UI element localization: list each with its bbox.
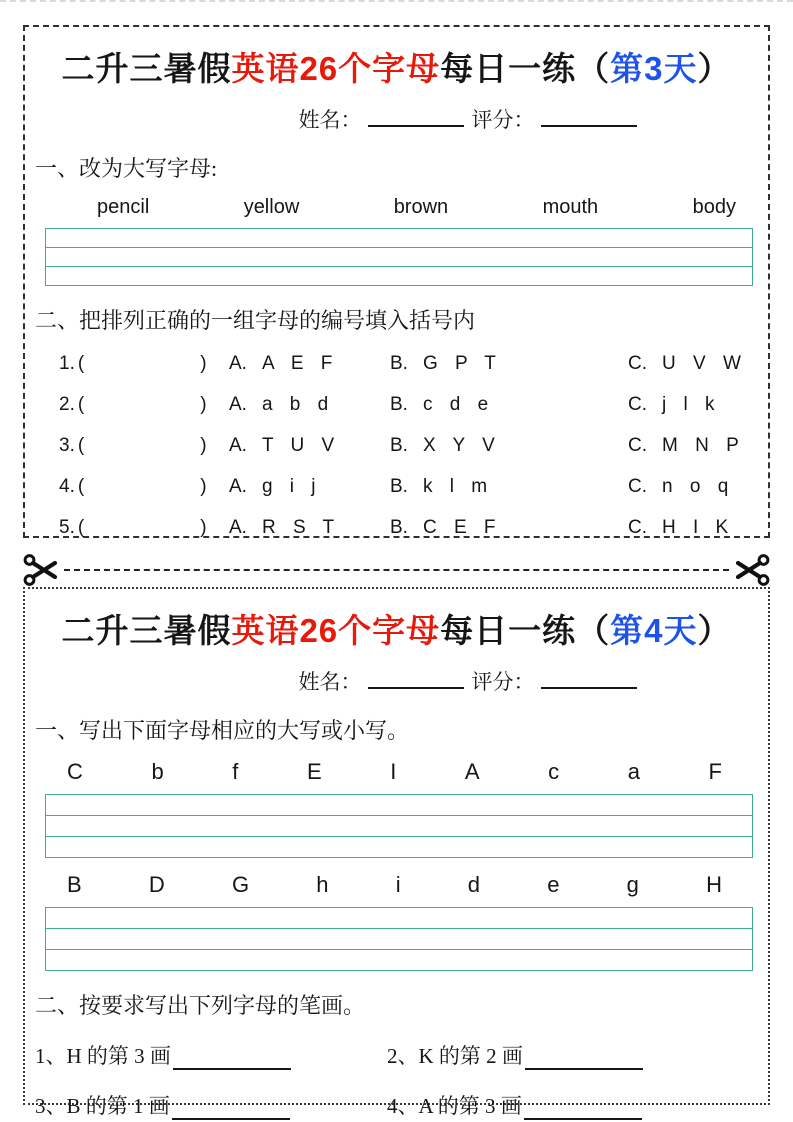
four-line-writing-grid	[45, 794, 753, 858]
question-number-parens	[59, 435, 229, 457]
option-a	[229, 517, 390, 539]
option-letters: A E F	[261, 352, 339, 374]
choice-row	[25, 425, 768, 466]
writing-line-space	[46, 950, 752, 970]
option-b	[390, 476, 628, 498]
writing-line-space	[46, 247, 752, 267]
question-number-parens	[59, 353, 229, 375]
title-paren-close: ）	[697, 612, 732, 649]
stroke-question-text: 2、K 的第 2 画	[387, 1044, 523, 1068]
title-text: 二升三暑假	[61, 50, 232, 87]
title-highlight-red: 英语26个字母	[231, 50, 441, 87]
question2-heading: 二、把排列正确的一组字母的编号填入括号内	[35, 308, 476, 333]
paren-close: )	[200, 475, 207, 497]
multiple-choice-list	[25, 343, 768, 548]
option-a	[229, 435, 390, 457]
option-label: B.	[390, 434, 408, 456]
four-line-writing-grid	[45, 228, 753, 286]
choice-row	[25, 466, 768, 507]
name-label: 姓名：	[298, 670, 362, 694]
answer-blank-line	[525, 1052, 643, 1070]
worksheet-section-day4	[23, 587, 770, 1118]
option-label: C.	[628, 352, 647, 374]
writing-line-space	[46, 267, 752, 285]
option-letters: C E F	[422, 516, 502, 538]
name-blank-line	[368, 108, 464, 127]
name-label: 姓名：	[298, 108, 362, 132]
word-item: pencil	[97, 196, 150, 218]
option-letters: H I K	[662, 516, 735, 538]
writing-line-space	[46, 795, 752, 815]
choice-row	[25, 343, 768, 384]
writing-line-space	[46, 837, 752, 857]
four-line-writing-grid	[45, 907, 753, 971]
answer-blank-line	[524, 1102, 642, 1120]
question1-heading: 一、写出下面字母相应的大写或小写。	[35, 718, 410, 743]
letter-item: b	[151, 759, 164, 784]
question-number: 1.	[59, 352, 75, 374]
option-label: C.	[628, 434, 647, 456]
word-item: yellow	[243, 196, 300, 218]
title-text: 每日一练	[440, 50, 577, 87]
cut-dashed-line	[64, 569, 729, 571]
title-text: 二升三暑假	[61, 612, 232, 649]
option-label: B.	[390, 516, 408, 538]
option-letters: c d e	[422, 393, 495, 415]
letter-item: F	[708, 759, 722, 784]
question-number-parens	[59, 394, 229, 416]
paren-open: (	[77, 475, 85, 497]
scissors-icon-left	[22, 550, 62, 590]
option-c	[628, 353, 768, 375]
option-label: A.	[229, 516, 247, 538]
score-blank-line	[541, 108, 637, 127]
letter-item: e	[547, 872, 560, 897]
letter-item: A	[464, 759, 480, 784]
question-number: 5.	[59, 516, 75, 538]
option-b	[390, 394, 628, 416]
option-b	[390, 353, 628, 375]
option-letters: G P T	[422, 352, 502, 374]
question-number-parens	[59, 476, 229, 498]
letter-item: E	[306, 759, 322, 784]
option-a	[229, 353, 390, 375]
option-label: A.	[229, 393, 247, 415]
score-blank-line	[541, 670, 637, 689]
option-b	[390, 435, 628, 457]
letter-item: f	[232, 759, 239, 784]
section-title-day3	[31, 43, 762, 90]
paren-open: (	[77, 393, 85, 415]
word-item: body	[692, 196, 736, 218]
answer-blank-line	[172, 1102, 290, 1120]
letter-item: H	[706, 872, 722, 897]
option-label: B.	[390, 352, 408, 374]
title-day-blue: 第4天	[610, 612, 698, 649]
letter-item: D	[148, 872, 165, 897]
option-c	[628, 476, 768, 498]
word-list-row	[97, 196, 736, 219]
paren-open: (	[77, 434, 85, 456]
option-a	[229, 476, 390, 498]
name-score-row	[175, 666, 768, 696]
letter-item: g	[626, 872, 639, 897]
stroke-question	[387, 1040, 643, 1070]
word-item: brown	[393, 196, 449, 218]
option-label: A.	[229, 475, 247, 497]
title-paren-open: （	[576, 50, 611, 87]
option-label: A.	[229, 352, 247, 374]
question-number: 3.	[59, 434, 75, 456]
score-label: 评分：	[471, 108, 535, 132]
option-letters: n o q	[662, 475, 735, 497]
name-blank-line	[368, 670, 464, 689]
stroke-question-text: 1、H 的第 3 画	[35, 1044, 171, 1068]
stroke-question	[35, 1040, 387, 1070]
paren-close: )	[200, 434, 207, 456]
question1-heading: 一、改为大写字母:	[35, 156, 218, 181]
stroke-question	[35, 1090, 387, 1120]
option-letters: R S T	[261, 516, 341, 538]
letter-list-row	[67, 872, 722, 898]
letter-item: c	[548, 759, 560, 784]
paren-open: (	[77, 352, 85, 374]
question2-heading: 二、按要求写出下列字母的笔画。	[35, 993, 366, 1018]
option-label: B.	[390, 475, 408, 497]
letter-item: G	[231, 872, 250, 897]
title-text: 每日一练	[440, 612, 577, 649]
letter-item: d	[467, 872, 481, 897]
option-c	[628, 517, 768, 539]
option-c	[628, 435, 768, 457]
writing-line-space	[46, 928, 752, 950]
question-number-parens	[59, 517, 229, 539]
letter-item: a	[627, 759, 640, 784]
option-label: B.	[390, 393, 408, 415]
scissors-icon-right	[731, 550, 771, 590]
choice-row	[25, 507, 768, 548]
title-paren-open: （	[576, 612, 611, 649]
letter-list-row	[67, 759, 722, 785]
writing-line-space	[46, 229, 752, 247]
option-label: C.	[628, 393, 647, 415]
paren-open: (	[77, 516, 85, 538]
letter-item: B	[67, 872, 82, 897]
stroke-question-row	[35, 1090, 768, 1120]
letter-item: I	[390, 759, 397, 784]
word-item: mouth	[542, 196, 599, 218]
choice-row	[25, 384, 768, 425]
option-letters: X Y V	[422, 434, 501, 456]
answer-blank-line	[173, 1052, 291, 1070]
score-label: 评分：	[471, 670, 535, 694]
option-c	[628, 394, 768, 416]
option-letters: T U V	[261, 434, 341, 456]
letter-item: h	[316, 872, 329, 897]
paren-close: )	[200, 516, 207, 538]
option-label: A.	[229, 434, 247, 456]
option-letters: j l k	[662, 393, 721, 415]
title-paren-close: ）	[697, 50, 732, 87]
writing-line-space	[46, 815, 752, 837]
stroke-question-text: 3、B 的第 1 画	[35, 1094, 170, 1118]
stroke-question-text: 4、A 的第 3 画	[387, 1094, 522, 1118]
paren-close: )	[200, 393, 207, 415]
name-score-row	[175, 104, 768, 134]
option-label: C.	[628, 516, 647, 538]
letter-item: C	[67, 759, 83, 784]
title-highlight-red: 英语26个字母	[231, 612, 441, 649]
paren-close: )	[200, 352, 207, 374]
option-letters: k l m	[422, 475, 494, 497]
question-number: 4.	[59, 475, 75, 497]
option-b	[390, 517, 628, 539]
section-title-day4	[31, 605, 762, 652]
option-a	[229, 394, 390, 416]
worksheet-section-day3	[23, 25, 770, 538]
cut-line	[0, 549, 793, 591]
letter-item: i	[395, 872, 401, 897]
question-number: 2.	[59, 393, 75, 415]
option-letters: g i j	[261, 475, 322, 497]
option-letters: U V W	[662, 352, 747, 374]
option-label: C.	[628, 475, 647, 497]
stroke-question	[387, 1090, 642, 1120]
stroke-question-row	[35, 1040, 768, 1070]
title-day-blue: 第3天	[610, 50, 698, 87]
option-letters: M N P	[662, 434, 745, 456]
page-top-cut-line	[0, 0, 793, 2]
option-letters: a b d	[261, 393, 335, 415]
writing-line-space	[46, 908, 752, 928]
